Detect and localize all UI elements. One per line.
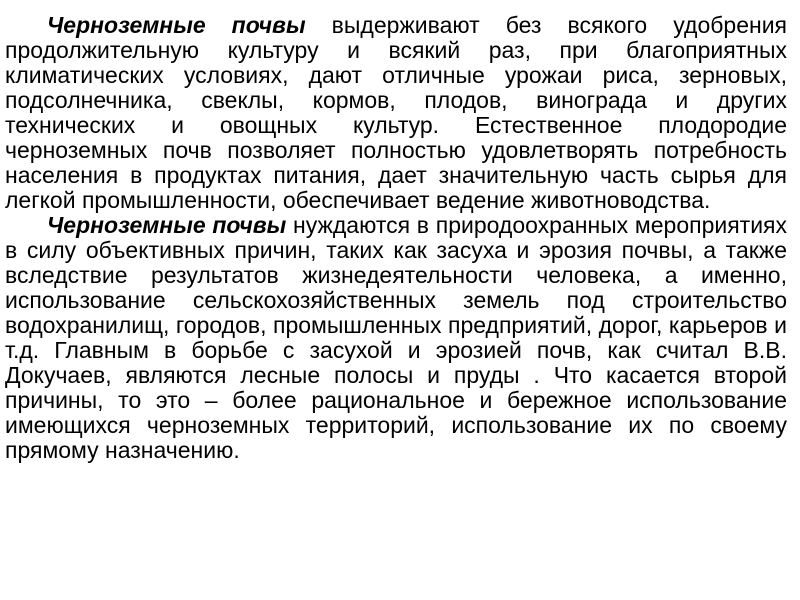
paragraph-2 <box>5 213 787 463</box>
paragraph-1 <box>5 13 787 213</box>
paragraph-1-lead: Черноземные почвы <box>47 12 306 38</box>
paragraph-1-text: выдерживают без всякого удобрения продолжительную культуру и всякий раз, при благоприятных климатических условиях, дают отличные урожаи риса, зерновых, подсолнечника, свеклы, кормов, плодов, винограда и других технических и овощных культур. Естественное плодородие черноземных почв позволяет полностью удовлетворять потребность населения в продуктах питания, дает значительную часть сырья для легкой промышленности, обеспечивает ведение животноводства. <box>5 12 787 213</box>
paragraph-2-text: нуждаются в природоохранных мероприятиях в силу объективных причин, таких как засуха и эрозия почвы, а также вследствие результатов жизнедеятельности человека, а именно, использование сельскохозяйственных земель под строительство водохранилищ, городов, промышленных предприятий, дорог, карьеров и т.д. Главным в борьбе с засухой и эрозией почв, как считал В.В. Докучаев, являются лесные полосы и пруды . Что касается второй причины, то это – более рациональное и бережное использование имеющихся черноземных территорий, использование их по своему прямому назначению. <box>5 212 787 463</box>
paragraph-2-lead: Черноземные почвы <box>47 212 287 238</box>
